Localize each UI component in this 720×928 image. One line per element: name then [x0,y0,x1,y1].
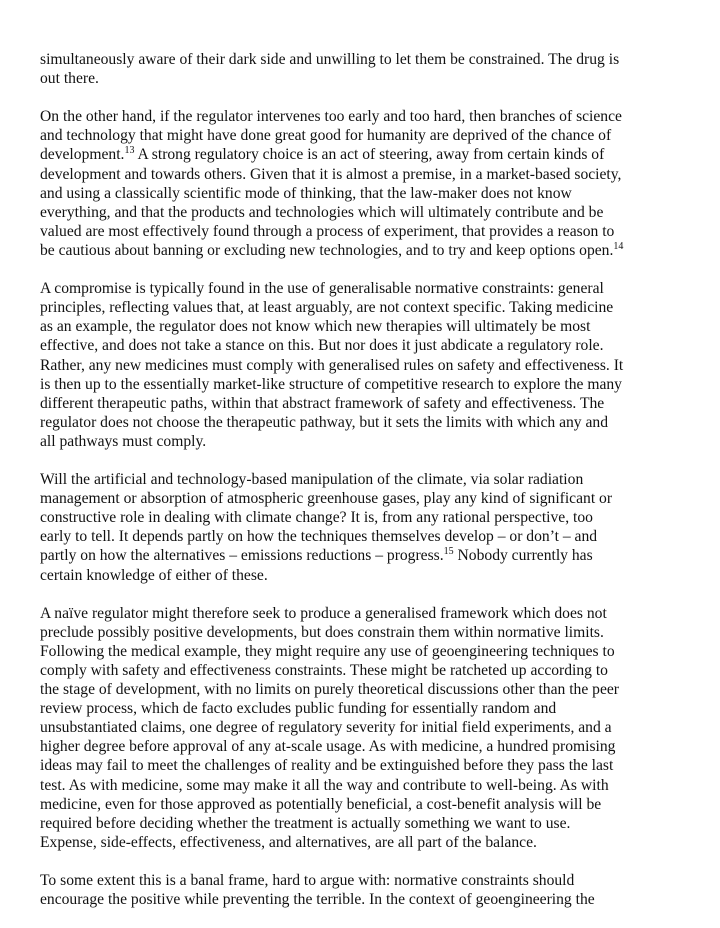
text-segment: ideas may fail to meet the challenges of reality and be extinguished before they pass the last [40,757,614,775]
text-line [40,203,680,222]
text-line [40,737,680,756]
text-line [40,527,680,546]
document-page [40,50,680,928]
text-segment: review process, which de facto excludes public funding for essentially random and [40,700,557,718]
text-line [40,145,680,164]
text-segment: and technology that might have done great good for humanity are deprived of the chance of [40,127,612,145]
text-segment: simultaneously aware of their dark side and unwilling to let them be constrained. The drug is [40,51,620,68]
text-line [40,279,680,298]
text-line [40,871,680,890]
text-segment: Will the artificial and technology-based manipulation of the climate, via solar radiation [40,471,584,489]
text-segment: all pathways must comply. [40,432,207,450]
footnote-marker: 14 [613,240,624,252]
text-line [40,50,680,69]
text-segment: comply with safety and effectiveness constraints. These might be ratcheted up according to [40,662,608,679]
text-segment: effective, and does not take a stance on this. But nor does it just abdicate a regulatory role. [40,337,604,355]
text-segment: regulator does not choose the therapeutic pathway, but it sets the limits with which any and [40,413,609,431]
text-line [40,776,680,795]
text-line [40,508,680,527]
text-segment: To some extent this is a banal frame, hard to argue with: normative constraints should [40,872,575,890]
text-line [40,604,680,623]
text-line [40,356,680,375]
text-segment: early to tell. It depends partly on how the techniques themselves develop – or don’t – and [40,528,598,546]
text-line [40,642,680,661]
text-line [40,489,680,508]
text-segment: as an example, the regulator does not know which new therapies will ultimately be most [40,318,591,336]
text-line [40,566,680,585]
text-segment: required before deciding whether the treatment is actually something we want to use. [40,814,571,832]
text-line [40,718,680,737]
paragraph [40,107,680,260]
text-segment: test. As with medicine, some may make it all the way and contribute to well-being. As with [40,776,609,794]
text-line [40,814,680,833]
text-line [40,623,680,642]
text-segment: certain knowledge of either of these. [40,566,268,584]
text-line [40,795,680,814]
text-line [40,413,680,432]
text-segment: Following the medical example, they might require any use of geoengineering techniques to [40,642,615,660]
text-segment: higher degree before approval of any at-scale usage. As with medicine, a hundred promising [40,738,616,756]
paragraph [40,871,680,909]
text-segment: A strong regulatory choice is an act of steering, away from certain kinds of [134,146,605,164]
text-segment: the stage of development, with no limits on purely theoretical discussions other than the peer [40,681,619,699]
text-segment: is then up to the essentially market-like structure of competitive research to explore the many [40,375,622,393]
paragraph [40,50,680,88]
text-segment: Expense, side-effects, effectiveness, and alternatives, are all part of the balance. [40,833,537,851]
text-line [40,394,680,413]
text-line [40,470,680,489]
text-segment: management or absorption of atmospheric greenhouse gases, play any kind of significant or [40,490,613,508]
text-segment: be cautious about banning or excluding new technologies, and to try and keep options open. [40,241,614,259]
text-line [40,699,680,718]
text-segment: A naïve regulator might therefore seek to produce a generalised framework which does not [40,604,607,622]
text-segment: development. [40,146,125,164]
text-line [40,680,680,699]
text-segment: A compromise is typically found in the use of generalisable normative constraints: general [40,280,604,298]
text-segment: Nobody currently has [453,547,593,565]
text-line [40,317,680,336]
text-line [40,126,680,145]
text-line [40,546,680,565]
text-line [40,107,680,126]
text-line [40,661,680,680]
text-segment: everything, and that the products and technologies which will ultimately contribute and be [40,203,604,221]
text-line [40,890,680,909]
paragraph [40,470,680,585]
text-segment: out there. [40,70,99,88]
paragraph [40,604,680,852]
footnote-marker: 13 [124,145,135,157]
text-line [40,432,680,451]
text-line [40,241,680,260]
text-segment: constructive role in dealing with climate change? It is, from any rational perspective, too [40,509,593,527]
text-segment: encourage the positive while preventing the terrible. In the context of geoengineering the [40,891,595,909]
text-segment: partly on how the alternatives – emissions reductions – progress. [40,547,444,565]
text-line [40,336,680,355]
text-line [40,184,680,203]
text-segment: medicine, even for those approved as potentially beneficial, a cost-benefit analysis will be [40,795,602,813]
text-segment: preclude possibly positive developments, but does constrain them within normative limits. [40,623,604,641]
text-line [40,833,680,852]
text-segment: On the other hand, if the regulator intervenes too early and too hard, then branches of science [40,108,622,126]
text-segment: principles, reflecting values that, at least arguably, are not context specific. Taking medicine [40,299,614,317]
text-line [40,375,680,394]
text-line [40,222,680,241]
text-segment: Rather, any new medicines must comply with generalised rules on safety and effectiveness. It [40,356,624,374]
text-line [40,298,680,317]
paragraph [40,279,680,451]
text-line [40,756,680,775]
text-segment: and using a classically scientific mode of thinking, that the law-maker does not know [40,184,572,202]
text-segment: unsubstantiated claims, one degree of regulatory severity for initial field experiments, and a [40,719,612,737]
text-line [40,165,680,184]
text-segment: valued are most effectively found through a process of experiment, that provides a reason to [40,222,615,240]
footnote-marker: 15 [443,546,454,558]
text-segment: different therapeutic paths, within that abstract framework of safety and effectiveness. The [40,394,605,412]
text-segment: development and towards others. Given that it is almost a premise, in a market-based society, [40,165,622,183]
text-line [40,69,680,88]
